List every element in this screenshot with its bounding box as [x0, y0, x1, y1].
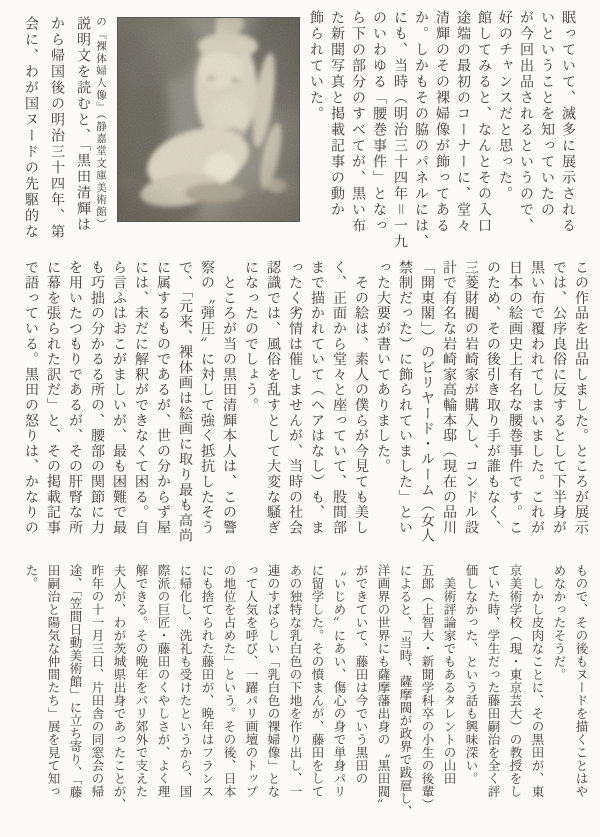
- middle-column-25: に幕を張られた訳だ」と、その掲載記事: [45, 260, 61, 536]
- middle-column-6: 三菱財閥の岩崎家が購入し、コンドル設: [463, 260, 479, 536]
- top-right-column-12: た新聞写真と掲載記事の動か: [329, 10, 345, 218]
- top-right-column-1: 眠っていて、滅多に展示される: [560, 10, 576, 234]
- middle-column-2: では、公序良俗に反するとして下半身が: [551, 260, 567, 536]
- nude-painting-image: [118, 18, 299, 221]
- bottom-column-22: 夫人が、わが茨城県出身であったことが、: [112, 564, 127, 811]
- bottom-column-4: 京美術学校（現・東京芸大）の教授をし: [508, 564, 523, 798]
- middle-column-9: 禁制だった）に飾られていました」とい: [397, 260, 413, 536]
- top-band-left-text: [16, 16, 96, 246]
- bottom-column-21: 解できる。その晩年をパリ郊外で支えた: [134, 564, 149, 798]
- middle-column-8: 「開東閣」）のビリヤード・ルーム（女人: [419, 260, 435, 544]
- bottom-column-26: た。: [24, 564, 39, 590]
- top-band-right-text: [302, 10, 578, 250]
- middle-column-13: まで描かれていて（ヘアはなし）も、ま: [309, 260, 325, 536]
- middle-column-23: も巧拙の分かるる所の、腰部の関節に力: [89, 260, 105, 536]
- bottom-column-23: 昨年の十一月三日、片田舎の同窓会の帰: [90, 564, 105, 798]
- middle-column-10: った大要が書いてありました。: [375, 260, 391, 475]
- bottom-column-3: しかし皮肉なことに、その黒田が、東: [530, 564, 545, 798]
- middle-column-15: 認識では、風俗を乱すとして大変な騒ぎ: [265, 260, 281, 536]
- bottom-band-text: [12, 564, 592, 830]
- top-left-column-3: 会に、わが国ヌードの先駆的な: [23, 16, 39, 240]
- top-right-column-6: 途端の最初のコーナーに、堂々: [455, 10, 471, 234]
- middle-column-14: ったく劣情は催しませんが、当時の社会: [287, 260, 303, 536]
- bottom-column-18: にも捨てられた藤田が、晩年はフランス: [200, 564, 215, 798]
- top-right-column-4: 好のチャンスだと思った。: [497, 10, 513, 202]
- bottom-column-24: 途、「笠間日動美術館」に立ち寄り、「藤: [68, 564, 83, 799]
- top-right-column-2: いということを知っていたの: [539, 10, 555, 218]
- middle-column-4: 日本の絵画史上有名な腰巻事件です。こ: [507, 260, 523, 536]
- middle-column-21: には、未だに解釈ができなくて困る。自: [133, 260, 149, 536]
- bottom-column-19: に帰化し、洗礼も受けたというから、国: [178, 564, 193, 798]
- middle-column-20: に属するものであるが、世の分からず屋: [155, 260, 171, 536]
- bottom-column-11: ができていて、藤田は今でいう黒田の: [354, 564, 369, 785]
- middle-column-26: で語っている。黒田の怒りは、かなりの: [23, 260, 39, 536]
- bottom-column-10: 洋画界の世界にも薩摩藩出身の〝黒田閥〟: [376, 564, 391, 811]
- bottom-column-14: あの独特な乳白色の下地を作り出し、一: [288, 564, 303, 798]
- top-right-column-11: ら下の部分のすべてが、黒い布: [350, 10, 366, 234]
- top-right-column-9: にも、当時（明治三十四年＝一九: [392, 10, 408, 250]
- middle-column-18: 察の〝弾圧〟に対して強く抵抗したそう: [199, 260, 215, 536]
- top-right-column-13: 飾られていた。: [308, 10, 324, 122]
- top-right-column-10: のいわゆる「腰巻事件」となっ: [371, 10, 387, 234]
- middle-column-11: その絵は、素人の僕らが今見ても美し: [353, 260, 369, 536]
- nude-painting-figure: [117, 17, 300, 222]
- top-left-column-1: 説明文を読むと、「黒田清輝は: [75, 16, 91, 233]
- top-right-column-7: 清輝のその裸婦像が飾ってある: [434, 10, 450, 234]
- top-right-column-5: 館してみると、なんとその入口: [476, 10, 492, 234]
- bottom-column-12: 〝いじめ〟にあい、傷心の身で単身パリ: [332, 564, 347, 798]
- bottom-column-9: によると、「当時、薩摩閥が政界で跋扈し、: [398, 564, 413, 818]
- bottom-column-5: ていた時、学生だった藤田嗣治を全く評: [486, 564, 501, 798]
- bottom-column-8: 五郎（上智大・新聞学科卒の小生の後輩）: [420, 564, 435, 811]
- top-left-column-2: から帰国後の明治三十四年、第: [49, 16, 65, 240]
- top-right-column-3: が今回出品されるというので、: [518, 10, 534, 234]
- middle-column-3: 黒い布で覆われてしまいました。これが: [529, 260, 545, 536]
- middle-column-24: を用いたつもりであるが、その肝腎な所: [67, 260, 83, 536]
- bottom-column-20: 際派の巨匠・藤田のくやしさが、よく理: [156, 564, 171, 798]
- bottom-column-6: 価しなかった、という話も興味深い。: [464, 564, 479, 785]
- middle-column-1: この作品を出品しました。ところが展示: [573, 260, 589, 536]
- middle-column-5: のため、その後引き取り手が誰もなく、: [485, 260, 501, 536]
- middle-column-22: ら言ふはおこがましいが、最も困難で最: [111, 260, 127, 536]
- bottom-column-17: の地位を占めた」という。その後、日本: [222, 564, 237, 798]
- top-right-column-8: か。しかもその脇のパネルには、: [413, 10, 429, 250]
- bottom-column-25: 田嗣治と陽気な仲間たち」展を見て知っ: [46, 564, 61, 798]
- middle-column-19: で、「元来、裸体画は絵画に取り最も高尚: [177, 260, 193, 544]
- middle-column-7: 計で有名な岩崎家高輪本邸（現在の品川: [441, 260, 457, 536]
- middle-column-16: になったのでしょう。: [243, 260, 259, 413]
- middle-column-17: ところが当の黒田清輝本人は、この警: [221, 260, 237, 536]
- bottom-column-1: もので、その後もヌードを描くことはや: [574, 564, 589, 798]
- bottom-column-13: に留学した。その憤まんが、藤田をして: [310, 564, 325, 798]
- painting-caption: の『裸体婦人像』（静嘉堂文庫美術館）: [95, 16, 107, 231]
- bottom-column-2: めなかったそうだ。: [552, 564, 567, 681]
- middle-column-12: く、正面から堂々と座っていて、股間部: [331, 260, 347, 536]
- bottom-column-15: 連のすばらしい「乳白色の裸婦像」とな: [266, 564, 281, 798]
- middle-band-text: [12, 260, 592, 552]
- bottom-column-16: って人気を呼び、一躍パリ画壇のトップ: [244, 564, 259, 798]
- bottom-column-7: 美術評論家でもあるタレントの山田: [442, 564, 457, 785]
